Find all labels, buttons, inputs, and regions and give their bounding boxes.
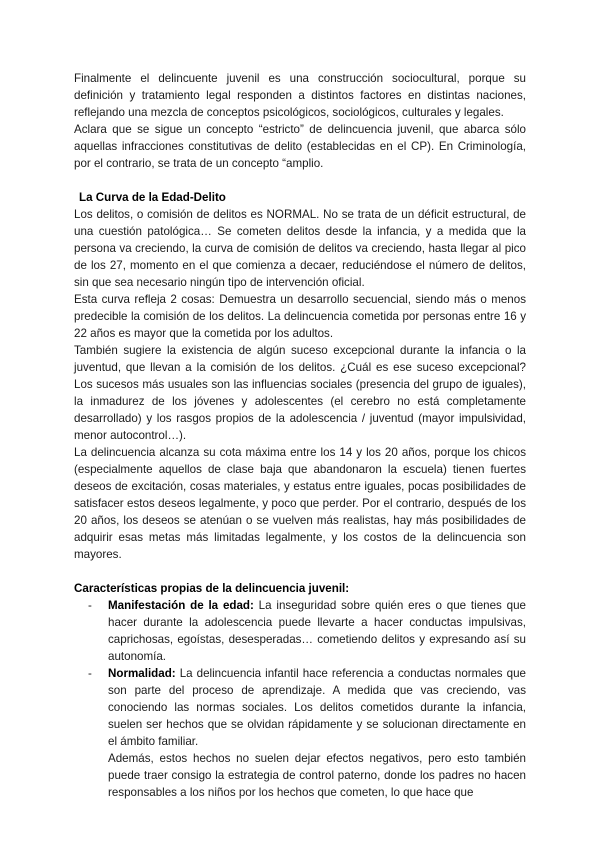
list-item-continuation: Además, estos hechos no suelen dejar efectos negativos, pero esto también puede traer consigo la estrategia de control paterno, donde los padres no hacen responsables a los niños por los hechos que cometen, lo que hace que: [108, 752, 526, 799]
dash-bullet-icon: -: [88, 599, 92, 612]
spacer: [74, 172, 526, 189]
section-heading-caracteristicas: Características propias de la delincuencia juvenil:: [74, 582, 350, 595]
intro-paragraph-2: Aclara que se sigue un concepto “estricto” de delincuencia juvenil, que abarca sólo aquellas infracciones constitutivas de delito (establecidas en el CP). En Criminología, por el contrario, se trata de un concepto “amplio.: [74, 123, 526, 170]
list-item-body: [108, 665, 526, 750]
list-item-text: La delincuencia infantil hace referencia a conductas normales que son parte del proceso de aprendizaje. A medida que vas creciendo, vas conociendo las normas sociales. Los delitos cometidos durante la infancia, suelen ser hechos que se olvidan rápidamente y se solucionan directamente en el ámbito familiar.: [108, 667, 526, 748]
list-item-normalidad: [74, 665, 526, 801]
list-item-manifestacion: [74, 597, 526, 665]
curva-paragraph-1: Los delitos, o comisión de delitos es NORMAL. No se trata de un déficit estructural, de una cuestión patológica… Se cometen delitos desde la infancia, y a medida que la persona va creciendo, la curva de comisión de delitos va creciendo, hasta llegar al pico de los 27, momento en el que comienza a decaer, reduciéndose el número de delitos, sin que sea necesario ningún tipo de intervención oficial.: [74, 208, 526, 289]
section-heading-curva: La Curva de la Edad-Delito: [79, 191, 226, 204]
caracteristicas-list: [74, 597, 526, 801]
curva-paragraph-4: La delincuencia alcanza su cota máxima entre los 14 y los 20 años, porque los chicos (especialmente aquellos de clase baja que abandonaron la escuela) tienen fuertes deseos de excitación, cosas materiales, y estatus entre iguales, pocas posibilidades de satisfacer estos deseos legalmente, y poco que perder. Por el contrario, después de los 20 años, los deseos se atenúan o se vuelven más realistas, hay más posibilidades de adquirir esas metas más limitadas legalmente, y los costos de la delincuencia son mayores.: [74, 446, 526, 561]
list-item-text: La inseguridad sobre quién eres o que tienes que hacer durante la adolescencia puede llevarte a hacer conductas impulsivas, caprichosas, egoístas, desesperadas… cometiendo delitos y expresando así su autonomía.: [108, 599, 526, 663]
document-body: [74, 70, 526, 801]
curva-paragraph-3: También sugiere la existencia de algún suceso excepcional durante la infancia o la juventud, que llevan a la comisión de los delitos. ¿Cuál es ese suceso excepcional? Los sucesos más usuales son las influencias sociales (presencia del grupo de iguales), la inmadurez de los jóvenes y adolescentes (el cerebro no está completamente desarrollado) y los rasgos propios de la adolescencia / juventud (mayor impulsividad, menor autocontrol…).: [74, 344, 526, 442]
dash-bullet-icon: -: [88, 667, 92, 680]
list-item-term: Manifestación de la edad:: [108, 599, 254, 612]
list-item-body: [108, 597, 526, 665]
intro-paragraph-1: Finalmente el delincuente juvenil es una construcción sociocultural, porque su definición y tratamiento legal responden a distintos factores en distintas naciones, reflejando una mezcla de conceptos psicológicos, sociológicos, culturales y legales.: [74, 72, 526, 119]
list-item-term: Normalidad:: [108, 667, 176, 680]
spacer: [74, 563, 526, 580]
curva-paragraph-2: Esta curva refleja 2 cosas: Demuestra un desarrollo secuencial, siendo más o menos predecible la comisión de los delitos. La delincuencia cometida por personas entre 16 y 22 años es mayor que la cometida por los adultos.: [74, 293, 526, 340]
